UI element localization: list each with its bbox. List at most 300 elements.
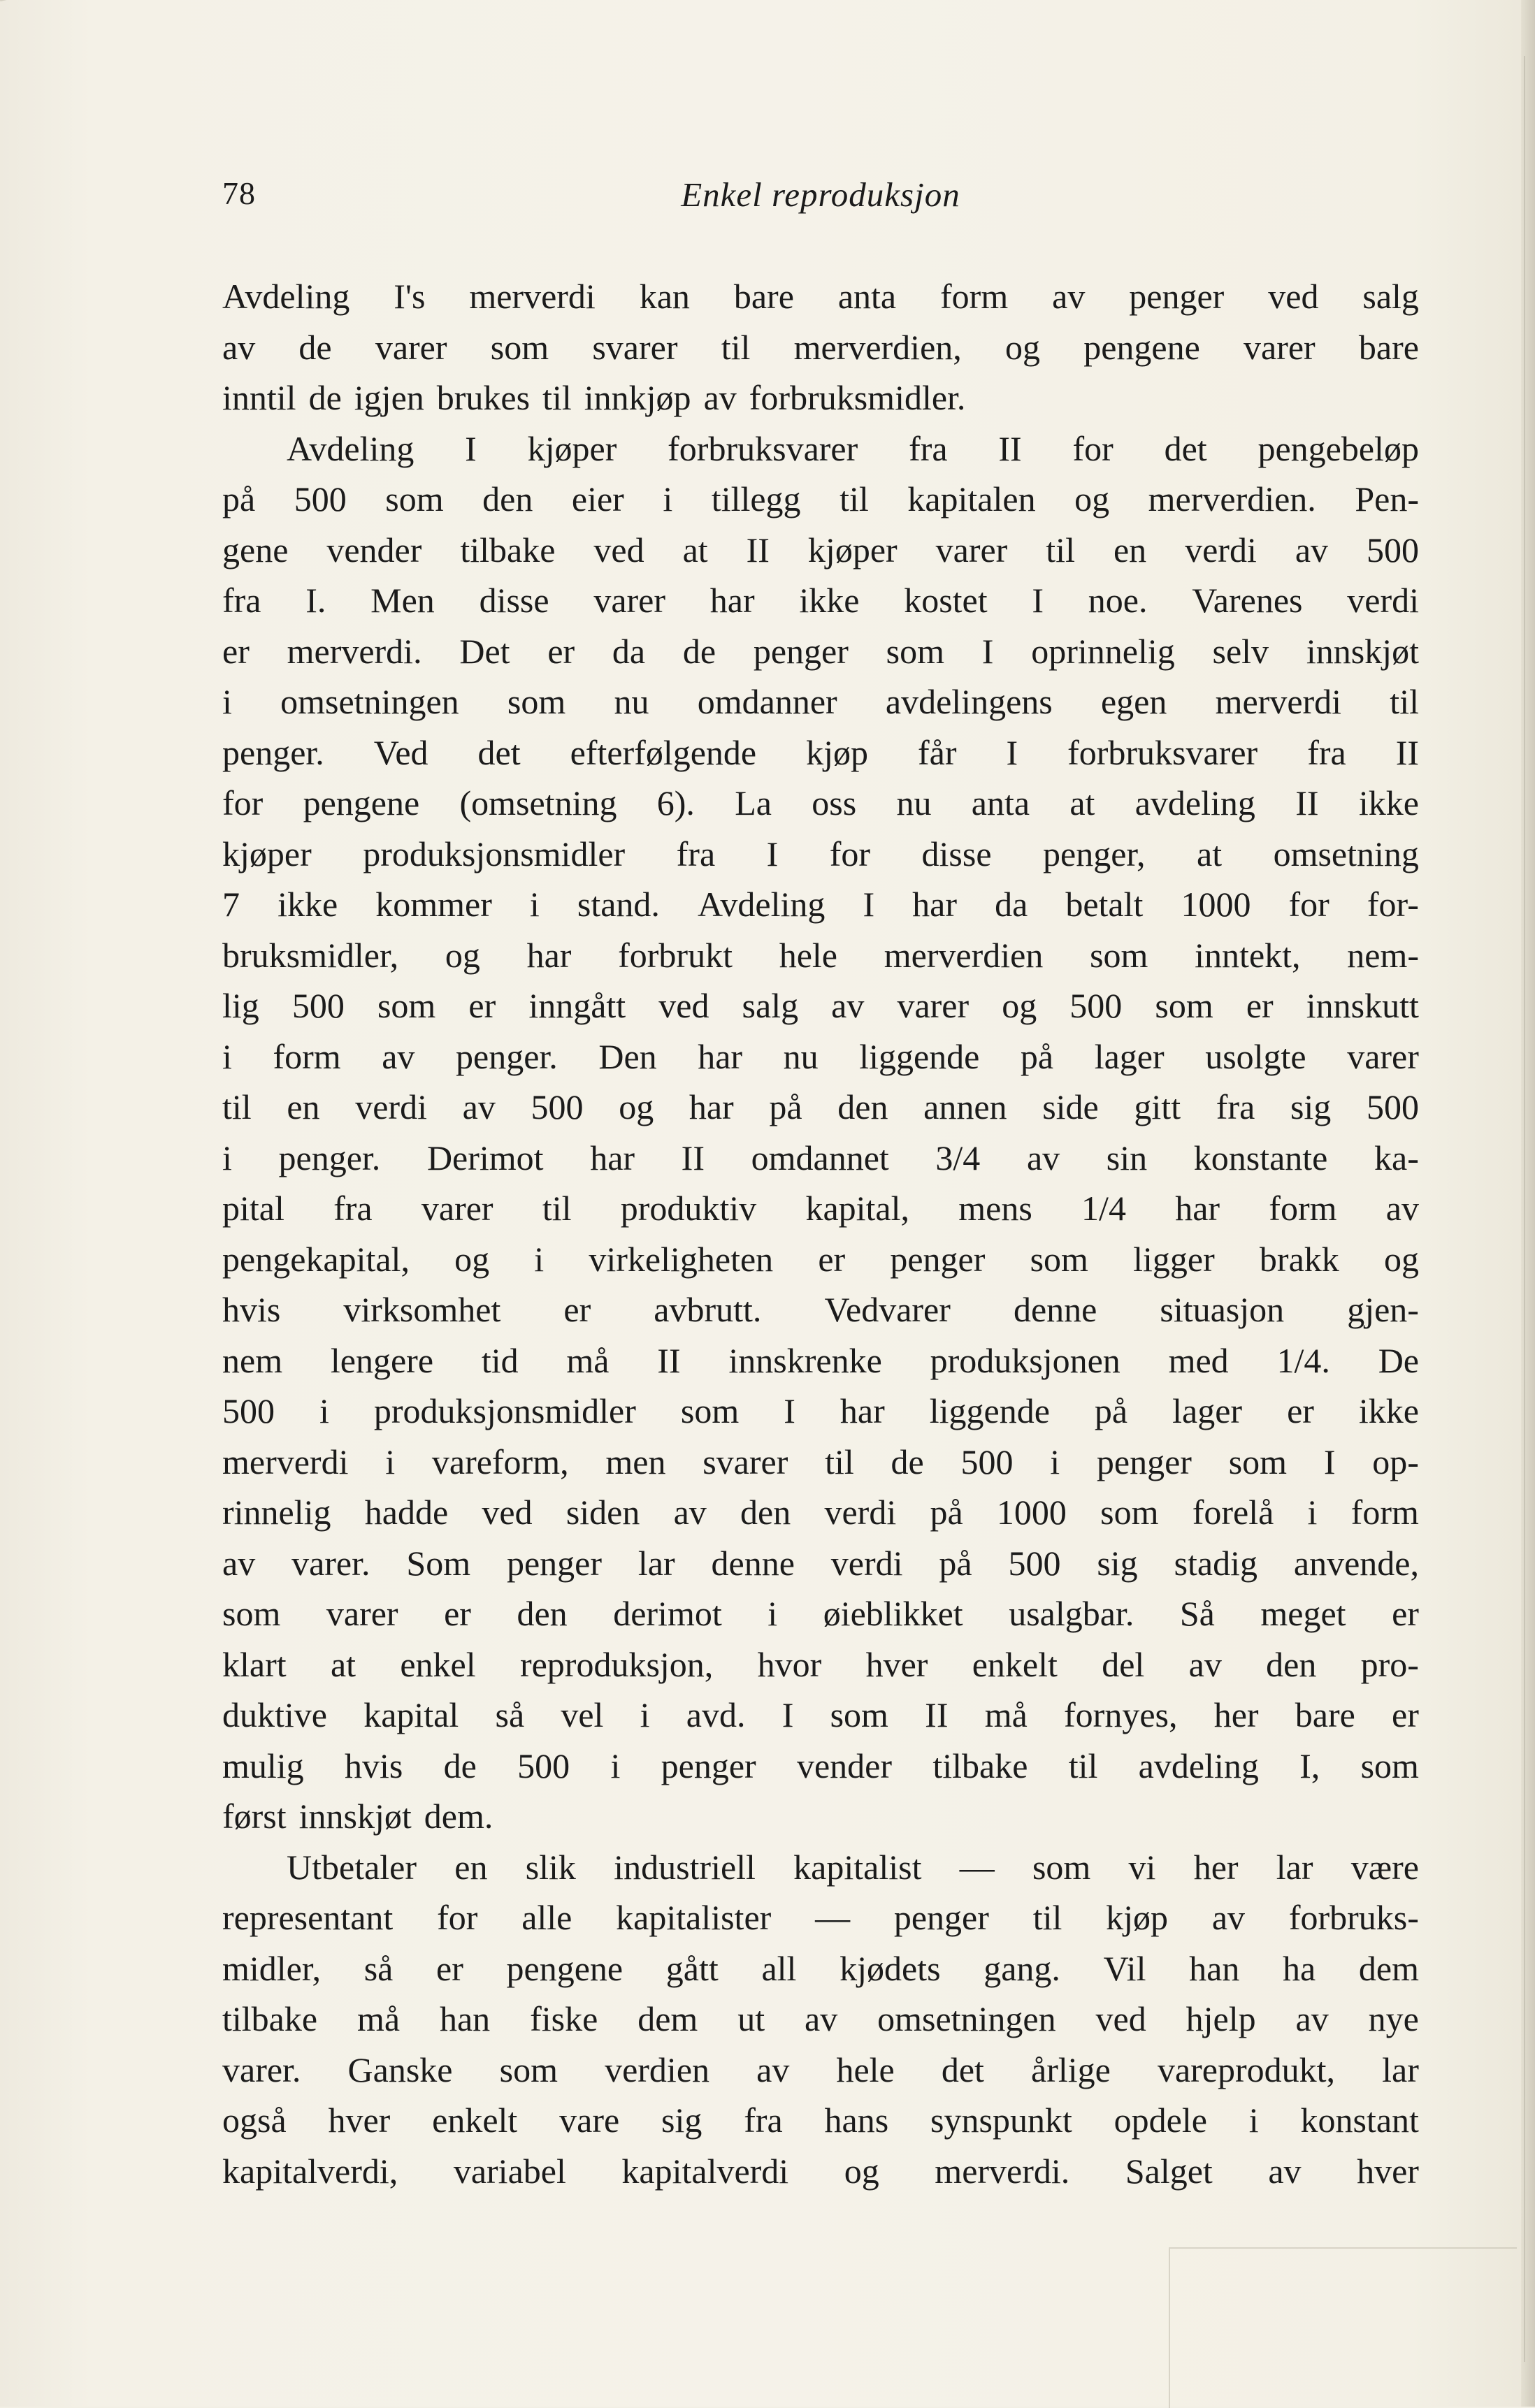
text-line [222,271,1419,322]
word: eier [571,479,624,518]
text-line [222,575,1419,626]
word: lar [1276,1847,1313,1887]
word: denne [711,1543,795,1583]
word: og [454,1239,490,1279]
word: til [839,479,869,518]
word: sig [1290,1087,1332,1126]
word: fra [744,2101,783,2140]
text-line [222,525,1419,576]
word: reproduksjon, [519,1644,714,1684]
word: tilbake [932,1746,1028,1785]
word: vareform, [431,1442,569,1481]
word: at [330,1644,356,1684]
word: vare [559,2101,620,2140]
word: må [356,1999,401,2038]
word: penger. [456,1036,558,1076]
word: fra [222,581,261,620]
text-line [222,2146,1419,2197]
word: ka- [1374,1138,1419,1177]
text-line [222,879,1419,930]
word: nye [1368,1999,1419,2038]
word: dem [1358,1948,1419,1988]
word: for [437,1898,478,1937]
text-line [222,930,1419,981]
word: kapitalen [907,479,1036,518]
word: pital [222,1189,284,1228]
word: dem [637,1999,698,2038]
word: som [1155,986,1213,1025]
word: bare [1295,1695,1355,1734]
word: I [1032,581,1044,620]
word: siden [565,1493,640,1532]
word: varer [326,1594,398,1633]
text-line [222,1183,1419,1234]
word: 500 [291,986,345,1025]
text-line [222,1335,1419,1386]
word: som [1030,1239,1088,1279]
word: nu [614,682,649,721]
word: noe. [1088,581,1148,620]
word: variabel [453,2151,566,2191]
word: liggende [929,1391,1050,1430]
text-line [222,1892,1419,1943]
word: konstant [1300,2101,1419,2140]
word: kjøper [222,834,312,873]
word: kapital, [805,1189,909,1228]
word: svarer [702,1442,788,1481]
word: er [436,1948,463,1988]
page-number: 78 [222,175,256,211]
word: til [1032,1898,1062,1937]
word: Ganske [347,2050,453,2089]
word: Avdeling [698,885,826,924]
word: 500 [222,1391,275,1430]
word: pengekapital, [222,1239,410,1279]
text-line [222,778,1419,829]
word: av [222,1543,256,1583]
word: som [1228,1442,1288,1481]
word: produksjonsmidler [363,834,626,873]
word: fra [333,1189,373,1228]
word: 3/4 [935,1138,981,1177]
word: nem- [1347,935,1419,975]
word: tilbake [460,530,556,570]
word: tid [481,1340,519,1380]
word: i [1307,1493,1318,1532]
word: den [1266,1644,1317,1684]
word: gått [665,1948,719,1988]
word: forbruksmidler. [749,378,966,417]
text-line [222,1791,1419,1842]
word: varer [897,986,970,1025]
word: til [1390,682,1419,721]
word: klart [222,1644,287,1684]
word: pengene [506,1948,624,1988]
word: ikke [1358,783,1419,822]
word: av [831,986,865,1025]
word: kostet [904,581,988,620]
word: avdeling [1138,1746,1259,1785]
word: som [499,2050,558,2089]
word: for- [1367,885,1419,924]
text-line [222,1690,1419,1741]
word: av [1295,1999,1329,2038]
word: har [912,885,957,924]
word: ha [1283,1948,1316,1988]
word: 1000 [1181,885,1251,924]
word: vender [796,1746,893,1785]
text-line [222,1386,1419,1437]
word: i [319,1391,329,1430]
word: 7 [222,885,240,924]
word: det [477,732,521,772]
word: være [1350,1847,1419,1887]
word: i [768,1594,778,1633]
word: ved [658,986,709,1025]
word: vender [326,530,422,570]
word: nu [896,783,932,822]
word: så [495,1695,525,1734]
word: til [1046,530,1075,570]
word: lar [637,1543,675,1583]
word: opdele [1114,2101,1207,2140]
word: Som [406,1543,471,1583]
word: tillegg [711,479,801,518]
word: merverdi [469,277,596,316]
word: kapitalister [616,1898,772,1937]
word: varer [1244,327,1316,367]
word: avdeling [1134,783,1255,822]
word: hans [824,2101,889,2140]
word: derimot [613,1594,722,1633]
word: i [1050,1442,1060,1481]
word: varer [935,530,1008,570]
word: bruksmidler, [222,935,399,975]
word: innskjøt [1306,631,1419,671]
word: hele [779,935,837,975]
word: duktive [222,1695,327,1734]
word: 500 [1069,986,1123,1025]
word: midler, [222,1948,322,1988]
word: fornyes, [1064,1695,1178,1734]
word: varer [1347,1036,1419,1076]
word: kjøper [527,428,617,468]
word: hver [1357,2151,1419,2191]
word: verdien [605,2050,710,2089]
word: av [462,1087,496,1126]
word: representant [222,1898,394,1937]
word: Vil [1103,1948,1146,1988]
word: usolgte [1205,1036,1306,1076]
word: en [287,1087,320,1126]
word: dem. [424,1797,493,1836]
word: som [507,682,566,721]
text-line [222,1588,1419,1639]
word: stadig [1174,1543,1257,1583]
word: alle [521,1898,572,1937]
word: i [663,479,673,518]
word: gjen- [1347,1290,1419,1329]
word: av [1026,1138,1060,1177]
word: som [680,1391,740,1430]
word: av [1295,530,1329,570]
text-line [222,1994,1419,2045]
word: da [612,631,646,671]
word: sig [1097,1543,1138,1583]
word: vi [1128,1847,1156,1887]
word: mulig [222,1746,304,1785]
word: II [998,428,1022,468]
word: 500 [960,1442,1014,1481]
body-text [222,271,1419,2196]
word: det [1164,428,1207,468]
word: omsetningen [877,1999,1056,2038]
word: av [1188,1644,1222,1684]
word: meget [1260,1594,1346,1633]
text-line [222,1284,1419,1335]
word: II [1295,783,1319,822]
word: de [891,1442,924,1481]
word: innkjøp [584,378,691,417]
word: kommer [375,885,492,924]
word: vareprodukt, [1157,2050,1336,2089]
text-line [222,1639,1419,1690]
word: 6). [656,783,695,822]
word: — [959,1847,995,1887]
word: nu [783,1036,819,1076]
word: penger. [222,732,324,772]
word: han [439,1999,491,2038]
word: er [818,1239,846,1279]
scan-corner-frame [1169,2247,1517,2408]
word: La [735,783,772,822]
word: II [746,530,770,570]
word: ved [1268,277,1319,316]
word: I [784,1391,795,1430]
text-line [222,1943,1419,1994]
word: til [542,378,572,417]
word: varer. [222,2050,301,2089]
word: ut [737,1999,765,2038]
word: kjøper [807,530,898,570]
word: merverdien, [793,327,962,367]
word: sig [661,2101,702,2140]
word: enkelt [972,1644,1058,1684]
text-line [222,2095,1419,2146]
word: usalgbar. [1009,1594,1134,1633]
word: som [1100,1493,1159,1532]
word: kapitalist [793,1847,922,1887]
word: har [689,1087,734,1126]
word: varer. [291,1543,370,1583]
word: Varenes [1192,581,1303,620]
word: som [1090,935,1148,975]
word: salg [1362,277,1419,316]
word: I [863,885,875,924]
word: svarer [592,327,678,367]
word: det [941,2050,984,2089]
word: og [1074,479,1110,518]
word: omsetning [1273,834,1419,873]
word: for [1072,428,1114,468]
text-line [222,1133,1419,1184]
word: verdi [830,1543,903,1583]
word: fiske [530,1999,598,2038]
word: II [657,1340,681,1380]
word: merverdien [884,935,1044,975]
word: kjøp [806,732,868,772]
word: liggende [859,1036,980,1076]
word: er [1392,1695,1419,1734]
text-line [222,2045,1419,2096]
word: Den [598,1036,657,1076]
running-title: Enkel reproduksjon [681,175,960,214]
word: pengene [1083,327,1200,367]
word: (omsetning [459,783,617,822]
word: penger [1129,277,1225,316]
word: 1/4. [1276,1340,1330,1380]
word: av [1268,2151,1302,2191]
word: av [756,2050,790,2089]
word: på [769,1087,802,1126]
word: ved [482,1493,533,1532]
word: for [222,783,264,822]
word: form [1269,1189,1337,1228]
word: i [222,1138,232,1177]
word: — [815,1898,851,1937]
word: penger [506,1543,603,1583]
word: på [1094,1391,1128,1430]
word: de [298,327,332,367]
word: da [995,885,1028,924]
word: er [547,631,575,671]
word: Ved [373,732,428,772]
text-line [222,322,1419,373]
word: i [222,682,232,721]
word: bare [1358,327,1419,367]
word: I, [1299,1746,1320,1785]
word: I [981,631,994,671]
word: synspunkt [930,2101,1072,2140]
word: innskjøt [298,1797,412,1836]
word: 500 [1366,530,1419,570]
word: brakk [1259,1239,1339,1279]
word: som [490,327,549,367]
word: hvis [222,1290,281,1329]
word: omsetningen [280,682,459,721]
word: og [1383,1239,1419,1279]
corner-scan-mark [0,0,62,1]
word: 500 [1366,1087,1419,1126]
word: side [1042,1087,1099,1126]
word: til [542,1189,572,1228]
word: inntil [222,378,296,417]
word: av [673,1493,707,1532]
word: i [610,1746,621,1785]
word: hvor [757,1644,822,1684]
word: kapital [363,1695,459,1734]
word: penger [661,1746,756,1785]
word: er [1392,1594,1419,1633]
word: varer [593,581,665,620]
word: penger. [278,1138,381,1177]
word: penger, [1043,834,1146,873]
word: at [1197,834,1223,873]
word: de [682,631,716,671]
word: ikke [1358,1391,1419,1430]
word: Utbetaler [287,1847,417,1887]
word: merverdi. [935,2151,1070,2191]
word: mens [958,1189,1032,1228]
word: rinnelig [222,1493,331,1532]
word: denne [1013,1290,1097,1329]
text-line [222,1842,1419,1893]
word: Derimot [426,1138,544,1177]
word: ved [1095,1999,1146,2038]
word: penger [1096,1442,1192,1481]
word: op- [1372,1442,1419,1481]
word: av [222,327,256,367]
word: her [1193,1847,1239,1887]
word: igjen [354,378,424,417]
word: inntekt, [1195,935,1301,975]
word: kapitalverdi [621,2151,789,2191]
word: del [1102,1644,1145,1684]
word: en [1113,530,1147,570]
word: tilbake [222,1999,318,2038]
text-line [222,1538,1419,1589]
word: gang. [983,1948,1060,1988]
word: forbruks- [1288,1898,1419,1937]
word: forbruksvarer [1067,732,1258,772]
word: i [385,1442,396,1481]
word: i [1248,2101,1259,2140]
text-line [222,676,1419,727]
word: lager [1172,1391,1243,1430]
word: gitt [1134,1087,1181,1126]
word: lig [222,986,259,1025]
word: enkel [400,1644,476,1684]
word: er [1246,986,1274,1025]
word: må [566,1340,610,1380]
word: pengene [303,783,420,822]
word: fra [676,834,716,873]
word: er [222,631,250,671]
word: årlige [1031,2050,1111,2089]
word: avd. [686,1695,746,1734]
word: lar [1382,2050,1419,2089]
word: Avdeling [222,277,350,316]
word: I [465,428,477,468]
word: hvis [344,1746,403,1785]
word: hele [836,2050,895,2089]
text-line [222,1031,1419,1082]
word: I's [394,277,426,316]
word: på [930,1493,963,1532]
word: hjelp [1186,1999,1256,2038]
word: som [385,479,444,518]
word: Salget [1125,2151,1213,2191]
word: som [222,1594,281,1633]
page-edge-line [1524,56,1525,2362]
word: forelå [1192,1493,1274,1532]
word: har [839,1391,885,1430]
word: har [1175,1189,1220,1228]
word: 1/4 [1081,1189,1126,1228]
word: har [526,935,572,975]
word: penger [890,1239,986,1279]
word: lengere [330,1340,434,1380]
